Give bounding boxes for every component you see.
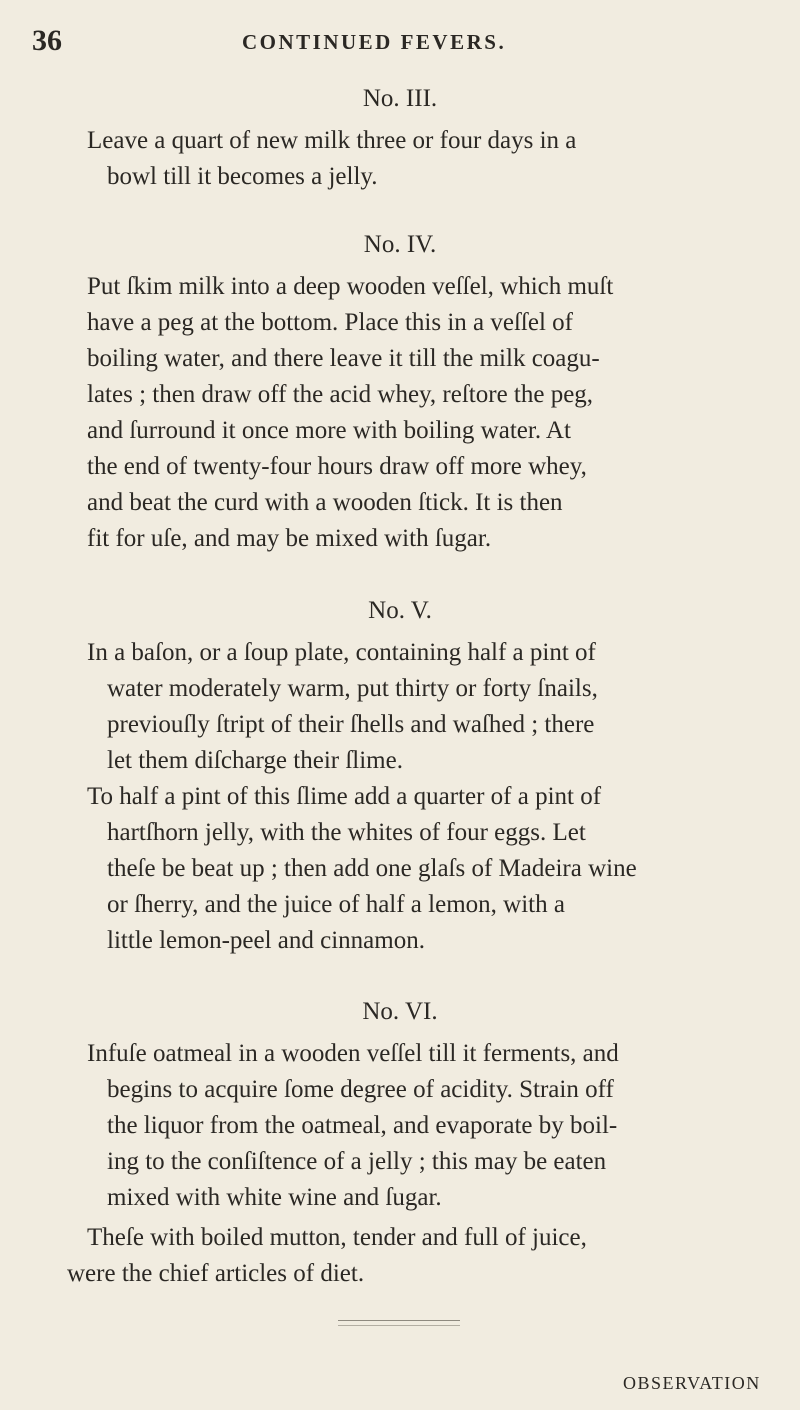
text-line: Theſe with boiled mutton, tender and full of juice, [87,1224,587,1251]
text-line: and ſurround it once more with boiling water. At [87,417,571,444]
text-line: fit for uſe, and may be mixed with ſugar. [87,525,492,552]
section-divider [338,1320,460,1321]
text-line: To half a pint of this ſlime add a quarter of a pint of [87,783,602,810]
text-line: previouſly ſtript of their ſhells and waſhed ; there [107,711,595,738]
text-line: and beat the curd with a wooden ſtick. It is then [87,489,563,516]
text-line: Leave a quart of new milk three or four days in a [87,127,577,154]
recipe-heading-4: No. IV. [363,231,437,258]
closing-paragraph [67,1220,587,1292]
section-divider [338,1325,460,1326]
recipe-5-text [87,635,637,959]
text-line: the end of twenty-four hours draw off more whey, [87,453,587,480]
text-line: hartſhorn jelly, with the whites of four eggs. Let [107,819,586,846]
text-line: lates ; then draw off the acid whey, reſtore the peg, [87,381,594,408]
text-line: Infuſe oatmeal in a wooden veſſel till it ferments, and [87,1040,619,1067]
recipe-heading-5: No. V. [368,597,432,624]
recipe-6-text [87,1036,619,1216]
recipe-3-text [87,123,576,195]
text-line: Put ſkim milk into a deep wooden veſſel, which muſt [87,273,614,300]
catchword: OBSERVATION [623,1373,761,1393]
text-line: In a baſon, or a ſoup plate, containing half a pint of [87,639,596,666]
text-line: bowl till it becomes a jelly. [107,163,378,190]
recipe-heading-3: No. III. [362,85,438,112]
text-line: let them diſcharge their ſlime. [107,747,403,774]
text-line: water moderately warm, put thirty or forty ſnails, [107,675,598,702]
text-line: little lemon-peel and cinnamon. [107,927,425,954]
text-line: begins to acquire ſome degree of acidity. Strain off [107,1076,614,1103]
page-number: 36 [32,24,62,57]
text-line: were the chief articles of diet. [67,1260,365,1287]
text-line: ing to the conſiſtence of a jelly ; this may be eaten [107,1148,607,1175]
text-line: boiling water, and there leave it till the milk coagu- [87,345,600,372]
recipe-4-text [87,269,613,557]
recipe-heading-6: No. VI. [362,998,438,1025]
text-line: mixed with white wine and ſugar. [107,1184,442,1211]
text-line: have a peg at the bottom. Place this in a veſſel of [87,309,573,336]
text-line: or ſherry, and the juice of half a lemon, with a [107,891,565,918]
text-line: theſe be beat up ; then add one glaſs of Madeira wine [107,855,637,882]
running-head: CONTINUED FEVERS. [242,30,507,54]
text-line: the liquor from the oatmeal, and evaporate by boil- [107,1112,618,1139]
